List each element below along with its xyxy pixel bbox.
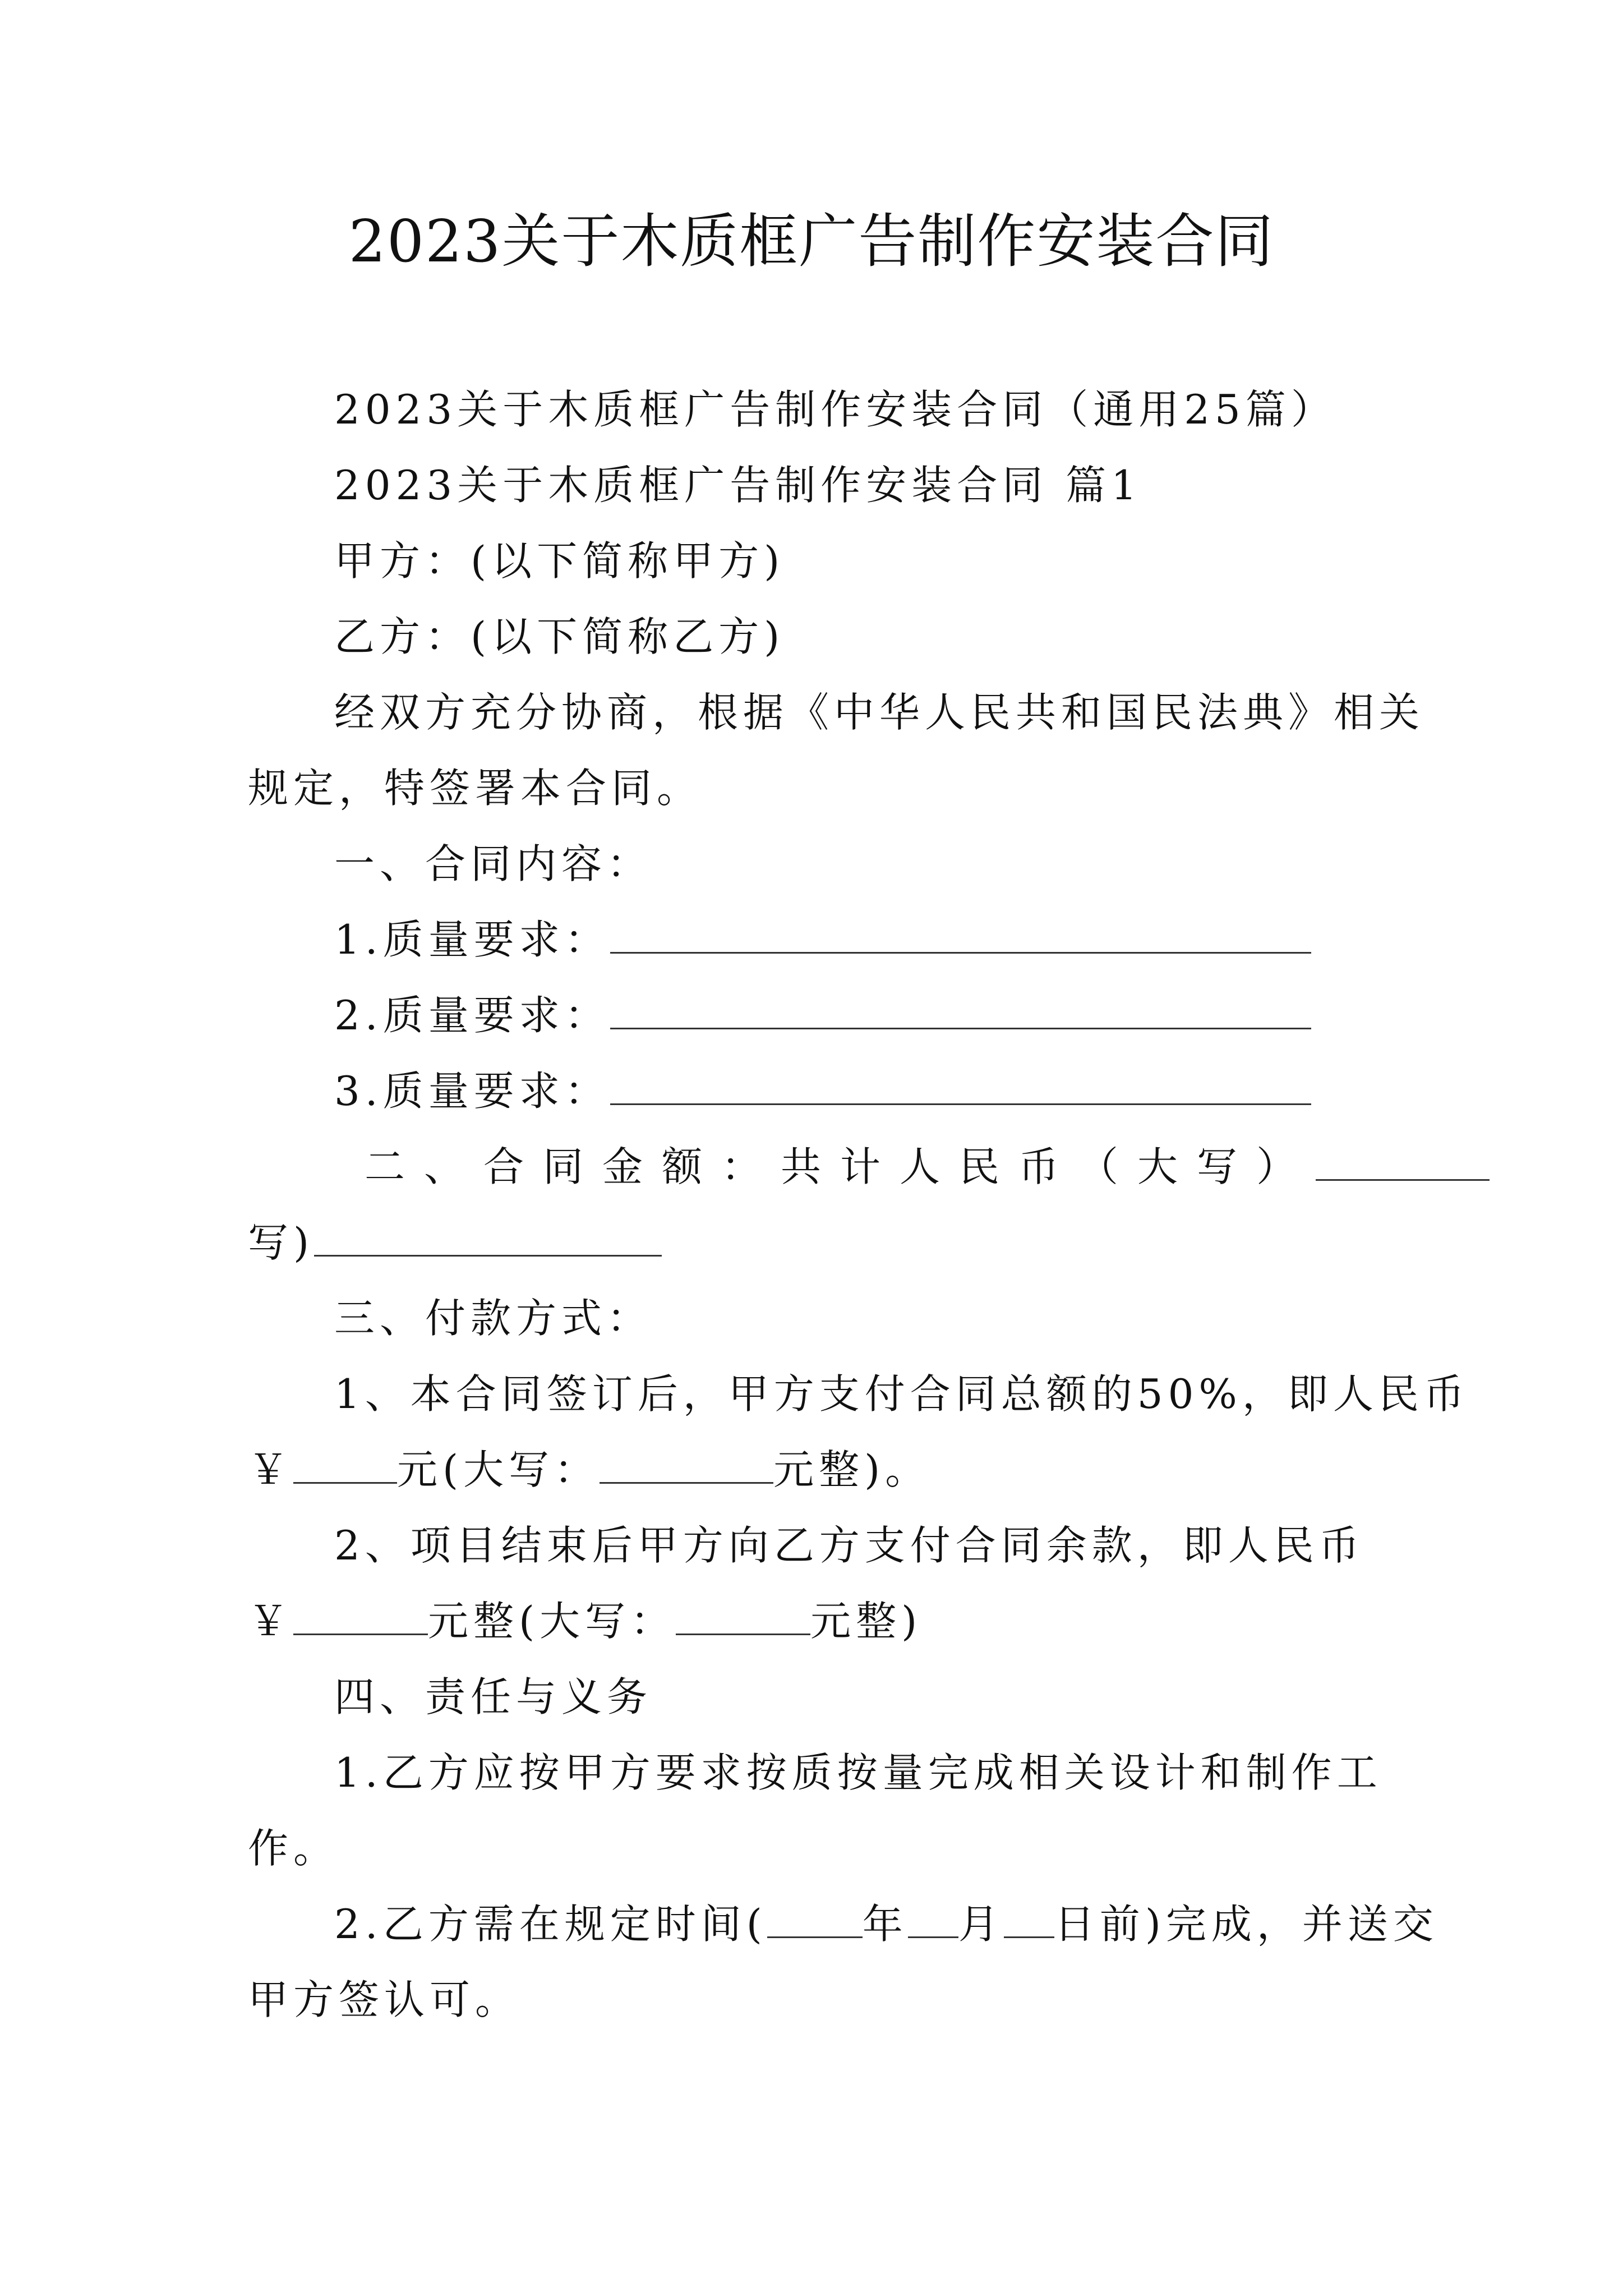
document-subtitle: 2023关于木质框广告制作安装合同（通用25篇） — [334, 386, 1336, 433]
payment-2-line-1: 2、项目结束后甲方向乙方支付合同余款，即人民币 — [334, 1522, 1364, 1569]
payment-2-line-2 — [248, 1593, 922, 1649]
quality-item-1-label: 1.质量要求： — [334, 916, 610, 963]
payment-2-capital-blank — [676, 1596, 810, 1635]
contract-amount-label: 二、合同金额：共计人民币（大写） — [365, 1143, 1316, 1190]
contract-amount-cont-label: 写) — [248, 1219, 315, 1266]
contract-amount-blank — [1316, 1142, 1490, 1181]
quality-item-1 — [334, 912, 1311, 968]
duty-2-year: 年 — [862, 1901, 908, 1948]
payment-1-yen: ￥ — [248, 1446, 294, 1493]
payment-1-mid: 元(大写： — [397, 1446, 600, 1493]
duty-2-month-blank — [908, 1899, 958, 1938]
payment-2-amount-blank — [293, 1596, 428, 1635]
payment-2-yen: ￥ — [248, 1598, 294, 1645]
payment-2-end: 元整) — [810, 1598, 923, 1645]
payment-1-line-1: 1、本合同签订后，甲方支付合同总额的50%，即人民币 — [334, 1370, 1469, 1418]
payment-1-line-2 — [248, 1442, 930, 1498]
duty-2-line-1 — [334, 1896, 1438, 1952]
duty-2-month: 月 — [958, 1901, 1004, 1948]
section-heading: 2023关于木质框广告制作安装合同 篇1 — [334, 462, 1142, 509]
duty-2-line-2: 甲方签认可。 — [248, 1976, 521, 2023]
document-title: 2023关于木质框广告制作安装合同 — [348, 207, 1275, 275]
payment-1-amount-blank — [293, 1445, 397, 1484]
quality-item-1-blank — [610, 915, 1311, 954]
quality-item-2-blank — [610, 991, 1311, 1029]
duty-2-start: 2.乙方需在规定时间( — [334, 1901, 767, 1948]
payment-2-mid: 元整(大写： — [428, 1598, 676, 1645]
duty-2-day-blank — [1004, 1899, 1054, 1938]
contract-amount-cont — [248, 1214, 662, 1271]
quality-item-3-blank — [610, 1066, 1311, 1105]
party-b-line: 乙方：(以下简称乙方) — [334, 613, 785, 660]
payment-1-end: 元整)。 — [773, 1446, 931, 1493]
duty-2-end: 日前)完成，并送交 — [1054, 1901, 1438, 1948]
quality-item-2 — [334, 987, 1311, 1043]
party-a-line: 甲方：(以下简称甲方) — [334, 537, 785, 585]
contract-amount-cont-blank — [314, 1218, 662, 1257]
duty-2-year-blank — [767, 1899, 863, 1938]
intro-paragraph-line-2: 规定，特签署本合同。 — [248, 765, 703, 812]
payment-1-capital-blank — [600, 1445, 773, 1484]
quality-item-3 — [334, 1063, 1311, 1119]
duty-1-line-1: 1.乙方应按甲方要求按质按量完成相关设计和制作工 — [334, 1749, 1382, 1796]
heading-payment-method: 三、付款方式： — [334, 1295, 653, 1342]
quality-item-3-label: 3.质量要求： — [334, 1068, 610, 1115]
intro-paragraph-line-1: 经双方充分协商，根据《中华人民共和国民法典》相关 — [334, 689, 1425, 736]
heading-duties: 四、责任与义务 — [334, 1673, 653, 1720]
quality-item-2-label: 2.质量要求： — [334, 992, 610, 1039]
heading-contract-amount — [365, 1139, 1490, 1195]
heading-contract-content: 一、合同内容： — [334, 840, 653, 887]
duty-1-line-2: 作。 — [248, 1825, 339, 1872]
